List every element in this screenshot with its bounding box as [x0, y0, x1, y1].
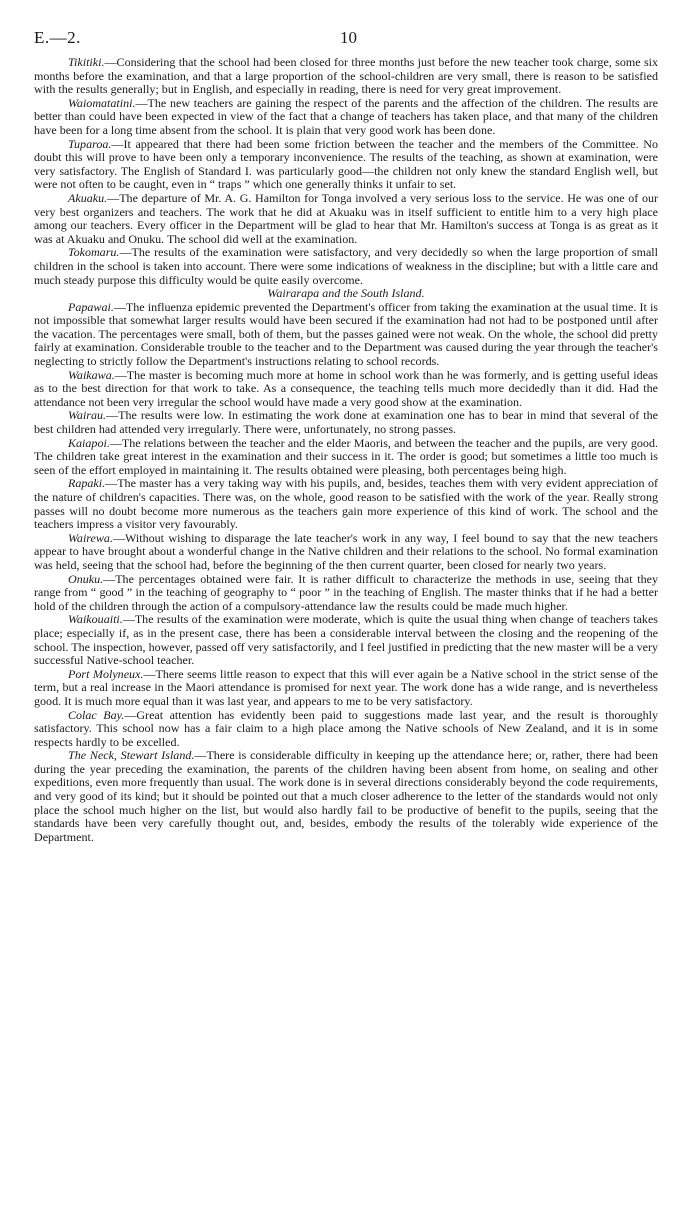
report-text: —There is considerable difficulty in keeping up the attendance here; or, rather, there had been during the year preceding the examination, the parents of the children having been absent from home, on sealing and other expeditions, even more frequently than usual. The work done is in several directions considerably beyond the code requirements, and very good of its kind; but it should be pointed out that a much closer adherence to the letter of the standards would not only place the school much higher on the list, but would also hardly fail to be productive of benefit to the pupils, seeing that the standards have been very carefully thought out, and, besides, embody the results of the tolerably wide experience of the Department.: [34, 748, 659, 844]
report-text: —The influenza epidemic prevented the Department's officer from taking the examination at the usual time. It is not impossible that somewhat larger results would have been secured if the examination had not had to be postponed until after the vacation. The percentages were small, both of them, but the passes gained were not weak. On the whole, the school did pretty fairly at examination. Considerable trouble to the teacher and to the Department was caused during the year through the teacher's neglecting to strictly follow the Department's instructions relating to school records.: [34, 299, 658, 369]
report-text: —Considering that the school had been closed for three months just before the new teacher took charge, some six months before the examination, and that a large proportion of the school-children are very small, there is reason to be satisfied with the results generally; but in English, and especially in reading, there is need for very great improvement.: [34, 55, 658, 97]
report-text: —There seems little reason to expect that this will ever again be a Native school in the strict sense of the term, but a real increase in the Maori attendance is promised for next year. The work done has a wide range, and is nevertheless good. It is much more equal than it was last year, and appears to me to be very satisfactory.: [34, 666, 658, 708]
school-name: Tuparoa.: [68, 136, 112, 151]
school-name: Colac Bay.: [68, 707, 125, 722]
school-report-paragraph: [34, 437, 658, 478]
school-report-paragraph: [34, 709, 658, 750]
report-text: —The master has a very taking way with his pupils, and, besides, teaches them with very evident appreciation of the nature of children's capacities. There was, on the whole, good reason to be satisfied with the work of the year. Really strong passes will no doubt become more numerous as the teachers gain more experience of this kind of work. The school and the teachers impress a visitor very favourably.: [34, 476, 658, 532]
school-name: Waikouaiti.: [68, 612, 123, 627]
report-text: —The percentages obtained were fair. It is rather difficult to characterize the methods in use, seeing that they range from “ good ” in the teaching of geography to “ poor ” in the teaching of English. The master thinks that if he had a better hold of the children through the action of a compulsory-attendance law the results could be made much higher.: [34, 571, 658, 613]
report-text: —The relations between the teacher and the elder Maoris, and between the teacher and the pupils, are very good. The children take great interest in the examination and their success in it. The order is good; but sometimes a little too much is seen of the effort employed in maintaining it. The results obtained were pleasing, both percentages being high.: [34, 435, 658, 477]
report-text: —The results of the examination were moderate, which is quite the usual thing when change of teachers takes place; especially if, as in the present case, there has been a considerable interval between the closing and the reopening of the school. The inspection, however, passed off very satisfactorily, and I feel justified in predicting that the new master will be a very successful Native-school teacher.: [34, 612, 658, 668]
school-report-paragraph: [34, 532, 658, 573]
report-text: —The results of the examination were satisfactory, and very decidedly so when the large proportion of small children in the school is taken into account. There were some indications of weakness in the discipline; but with a little care and much steady purpose this difficulty would be quite easily overcome.: [34, 245, 658, 287]
report-text: —The master is becoming much more at home in school work than he was formerly, and is getting useful ideas as to the best direction for that work to take. As a consequence, the teaching tells much more decidedly than it did. Had the attendance not been very irregular the school would have made a very good show at the examination.: [34, 367, 658, 409]
paragraphs-before-heading: [34, 56, 658, 287]
school-name: Wairau.: [68, 408, 107, 423]
school-report-paragraph: [34, 613, 658, 667]
school-name: The Neck, Stewart Island.: [68, 748, 195, 763]
school-report-paragraph: [34, 56, 658, 97]
school-name: Port Molyneux.: [68, 666, 144, 681]
school-name: Waiomatatini.: [68, 95, 136, 110]
school-report-paragraph: [34, 97, 658, 138]
school-report-paragraph: [34, 477, 658, 531]
school-name: Papawai.: [68, 299, 114, 314]
report-text: —The results were low. In estimating the work done at examination one has to bear in mind that several of the best children had attended very irregularly. There were, unfortunately, no strong passes.: [34, 408, 658, 437]
school-report-paragraph: [34, 138, 658, 192]
school-report-paragraph: [34, 668, 658, 709]
school-name: Akuaku.: [68, 190, 108, 205]
school-name: Tokomaru.: [68, 245, 120, 260]
school-report-paragraph: [34, 301, 658, 369]
school-report-paragraph: [34, 369, 658, 410]
school-name: Onuku.: [68, 571, 104, 586]
body-text: [34, 56, 658, 844]
report-text: —The departure of Mr. A. G. Hamilton for Tonga involved a very serious loss to the service. He was one of our very best organizers and teachers. The work that he did at Akuaku was in itself sufficient to entitle him to a very high place among our teachers. Every officer in the Department will be glad to hear that Mr. Hamilton's success at Tonga is as great as it was at Akuaku and Onuku. The school did well at the examination.: [34, 190, 658, 246]
report-text: —Without wishing to disparage the late teacher's work in any way, I feel bound to say that the new teachers appear to have brought about a wonderful change in the Native children and their relations to the school. No formal examination was held, seeing that the school had, before the beginning of the then current quarter, been closed for nearly two years.: [34, 530, 658, 572]
school-report-paragraph: [34, 409, 658, 436]
school-name: Rapaki.: [68, 476, 106, 491]
school-report-paragraph: [34, 246, 658, 287]
report-text: —The new teachers are gaining the respect of the parents and the affection of the children. The results are better than could have been expected in view of the fact that a change of teachers has taken place, and that many of the children have been for a long time absent from the school. It is plain that very good work has been done.: [34, 95, 658, 137]
school-report-paragraph: [34, 573, 658, 614]
page-header: [34, 28, 658, 56]
school-report-paragraph: [34, 749, 658, 844]
school-name: Waikawa.: [68, 367, 115, 382]
paragraphs-after-heading: [34, 301, 658, 845]
school-report-paragraph: [34, 192, 658, 246]
section-heading: Wairarapa and the South Island.: [267, 286, 425, 301]
page-number: 10: [340, 28, 357, 47]
school-name: Wairewa.: [68, 530, 113, 545]
report-text: —Great attention has evidently been paid to suggestions made last year, and the result is thoroughly satisfactory. This school now has a fair claim to a high place among the Native schools of New Zealand, and it is in some respects hardly to be excelled.: [34, 707, 658, 749]
school-name: Tikitiki.: [68, 55, 105, 69]
document-code: E.—2.: [34, 28, 81, 47]
report-text: —It appeared that there had been some friction between the teacher and the members of the Committee. No doubt this will prove to have been only a temporary inconvenience. The results of the teaching, as shown at examination, were very satisfactory. The English of Standard I. was particularly good—the children not only knew the standard English well, but were not often to be caught, even in “ traps ” which one generally thinks it unfair to set.: [34, 136, 658, 192]
school-name: Kaiapoi.: [68, 435, 110, 450]
